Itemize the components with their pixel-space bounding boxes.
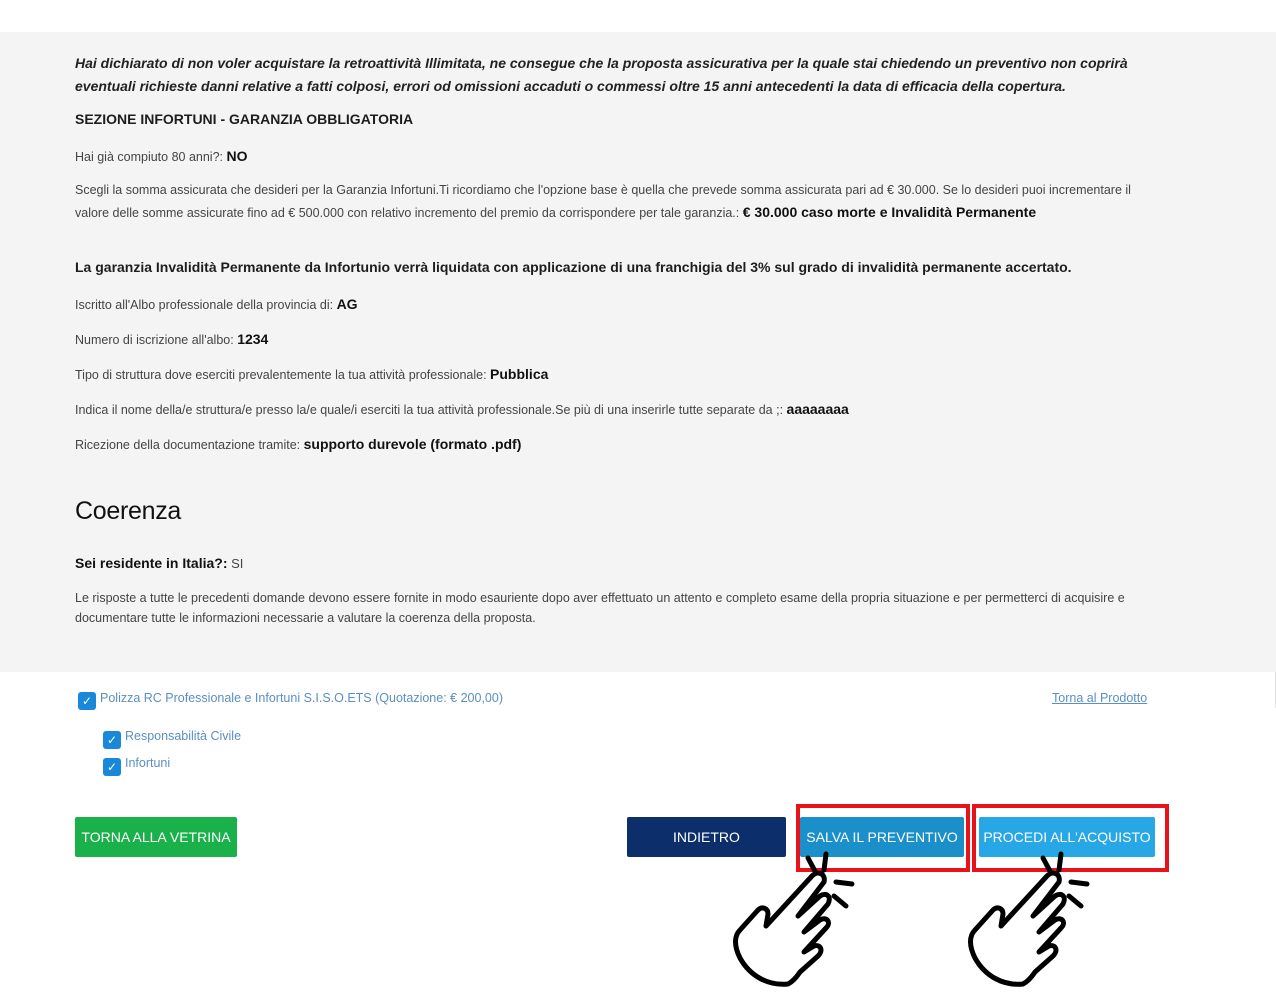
tap-hand-icon [728,846,860,992]
age-question: Hai già compiuto 80 anni?: [75,150,224,164]
albo-number-question: Numero di iscrizione all'albo: [75,333,234,347]
sum-row [75,179,1165,224]
sum-answer: € 30.000 caso morte e Invalidità Permanente [742,204,1037,220]
franchise-note: La garanzia Invalidità Permanente da Infortunio verrà liquidata con applicazione di una franchigia del 3% sul grado di invalidità permanente accertato. [75,259,1072,275]
back-to-product-link[interactable]: Torna al Prodotto [1052,691,1148,705]
back-to-showcase-button[interactable]: TORNA ALLA VETRINA [75,817,237,857]
age-answer: NO [226,148,248,164]
summary-panel [0,32,1276,672]
sum-question: Scegli la somma assicurata che desideri per la Garanzia Infortuni.Ti ricordiamo che l'opzione base è quella che prevede somma assicurata pari ad € 30.000. Se lo desideri puoi incrementare il valore delle somme assicurate fino ad € 500.000 con relativo incremento del premio da corrispondere per tale garanzia.: [75,183,1131,220]
structure-type-question: Tipo di struttura dove eserciti prevalentemente la tua attività professionale: [75,368,487,382]
albo-province-question: Iscritto all'Albo professionale della provincia di: [75,298,334,312]
coerenza-paragraph: Le risposte a tutte le precedenti domande devono essere fornite in modo esauriente dopo aver effettuato un attento e completo esame della propria situazione e per permetterci di acquisire e documentare tutte le informazioni necessarie a valutare la coerenza della proposta. [75,591,1125,625]
structure-name-question: Indica il nome della/e struttura/e presso la/e quale/i eserciti la tua attività professionale.Se più di una inserirle tutte separate da ;: [75,403,784,417]
back-button[interactable]: INDIETRO [627,817,786,857]
section-title: SEZIONE INFORTUNI - GARANZIA OBBLIGATORIA [75,111,414,127]
proceed-to-purchase-button[interactable]: PROCEDI ALL'ACQUISTO [979,817,1155,857]
albo-number-answer: 1234 [237,331,269,347]
infortuni-checkbox[interactable]: ✓ [103,758,121,776]
documentation-question: Ricezione della documentazione tramite: [75,438,301,452]
coerenza-title: Coerenza [75,497,181,525]
product-main-checkbox[interactable]: ✓ [78,692,96,710]
save-quote-button[interactable]: SALVA IL PREVENTIVO [800,817,964,857]
albo-province-answer: AG [336,296,358,312]
structure-name-answer: aaaaaaaa [786,401,849,417]
documentation-answer: supporto durevole (formato .pdf) [303,436,522,452]
resident-row [75,555,1165,571]
age-row [75,145,1165,168]
retroactivity-disclaimer: Hai dichiarato di non voler acquistare la retroattività Illimitata, ne consegue che la proposta assicurativa per la quale stai chiedendo un preventivo non coprirà eventuali richieste danni relative a fatti colposi, errori od omissioni accaduti o commessi oltre 15 anni antecedenti la data di efficacia della copertura. [75,55,1128,94]
documentation-row [75,433,1165,456]
product-main-label: Polizza RC Professionale e Infortuni S.I.S.O.ETS (Quotazione: € 200,00) [100,691,503,705]
rc-checkbox[interactable]: ✓ [103,731,121,749]
structure-name-row [75,398,1165,421]
structure-type-row [75,363,1165,386]
resident-answer: SI [231,556,244,571]
albo-number-row [75,328,1165,351]
structure-type-answer: Pubblica [490,366,549,382]
tap-hand-icon [963,846,1095,992]
infortuni-label: Infortuni [125,756,171,770]
albo-province-row [75,293,1165,316]
resident-question: Sei residente in Italia?: [75,555,228,571]
rc-label: Responsabilità Civile [125,729,242,743]
